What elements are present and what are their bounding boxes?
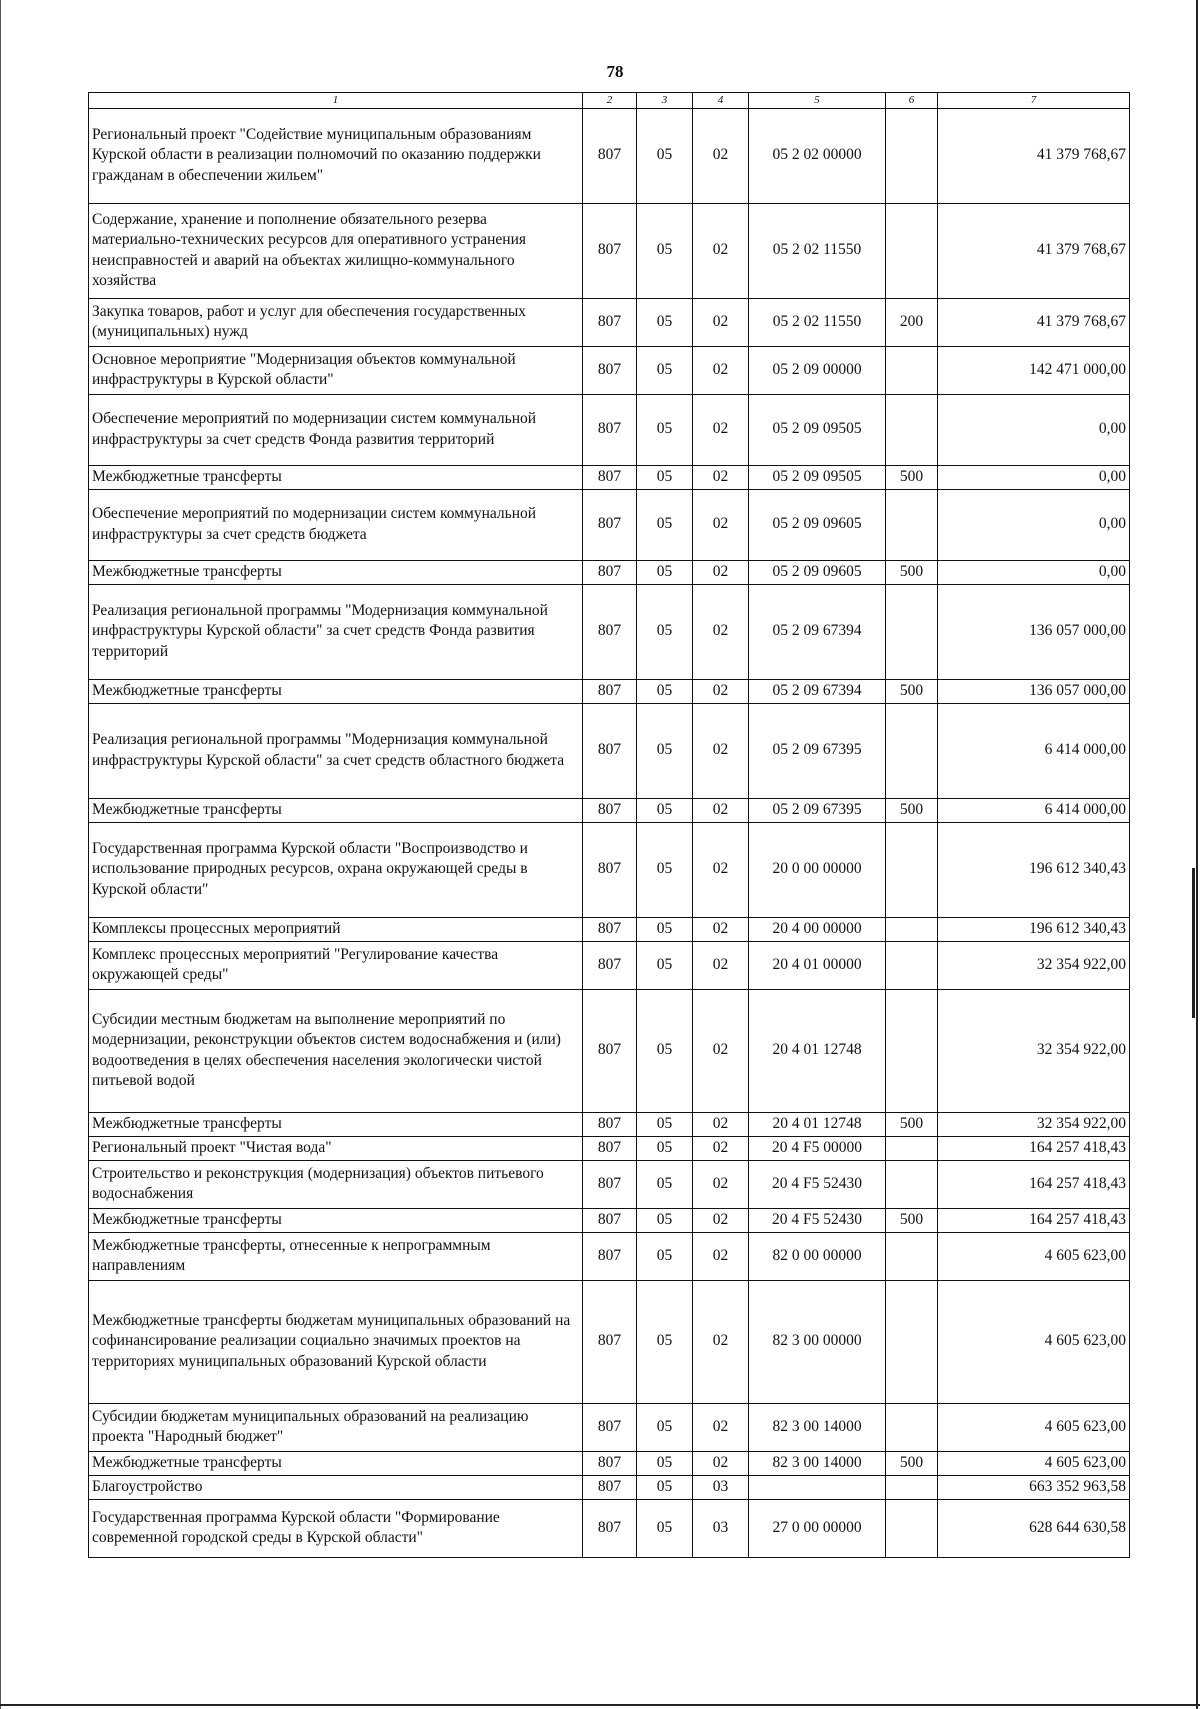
expense-type-code xyxy=(886,489,938,560)
amount: 136 057 000,00 xyxy=(938,584,1130,679)
row-name: Закупка товаров, работ и услуг для обеспечения государственных (муниципальных) нужд xyxy=(89,298,583,346)
expense-type-code xyxy=(886,941,938,989)
subsection-code: 02 xyxy=(693,1403,749,1451)
target-article-code: 05 2 09 67394 xyxy=(749,679,886,703)
expense-type-code: 500 xyxy=(886,679,938,703)
row-name: Благоустройство xyxy=(89,1475,583,1499)
column-number: 3 xyxy=(637,93,693,109)
ministry-code: 807 xyxy=(583,1160,637,1208)
amount: 164 257 418,43 xyxy=(938,1160,1130,1208)
table-row xyxy=(89,679,1130,703)
target-article-code: 20 0 00 00000 xyxy=(749,822,886,917)
section-code: 05 xyxy=(637,465,693,489)
amount: 4 605 623,00 xyxy=(938,1403,1130,1451)
subsection-code: 02 xyxy=(693,560,749,584)
table-row xyxy=(89,941,1130,989)
scan-bottom-edge xyxy=(0,1704,1200,1706)
column-number: 2 xyxy=(583,93,637,109)
section-code: 05 xyxy=(637,1160,693,1208)
scan-side-mark xyxy=(1192,868,1195,1018)
table-row xyxy=(89,1112,1130,1136)
expense-type-code xyxy=(886,989,938,1112)
ministry-code: 807 xyxy=(583,465,637,489)
row-name: Содержание, хранение и пополнение обязательного резерва материально-технических ресурсов для оперативного устранения неисправностей и аварий на объектах жилищно-коммунального хозяйства xyxy=(89,203,583,298)
ministry-code: 807 xyxy=(583,108,637,203)
table-body xyxy=(89,108,1130,1557)
column-number: 1 xyxy=(89,93,583,109)
table-row xyxy=(89,203,1130,298)
section-code: 05 xyxy=(637,298,693,346)
row-name: Субсидии местным бюджетам на выполнение мероприятий по модернизации, реконструкции объектов систем водоснабжения и (или) водоотведения в целях обеспечения населения экологически чистой питьевой водой xyxy=(89,989,583,1112)
row-name: Субсидии бюджетам муниципальных образований на реализацию проекта "Народный бюджет" xyxy=(89,1403,583,1451)
table-row xyxy=(89,108,1130,203)
target-article-code: 82 0 00 00000 xyxy=(749,1232,886,1280)
table-row xyxy=(89,298,1130,346)
subsection-code: 02 xyxy=(693,941,749,989)
amount: 41 379 768,67 xyxy=(938,203,1130,298)
table-row xyxy=(89,1403,1130,1451)
table-row xyxy=(89,703,1130,798)
ministry-code: 807 xyxy=(583,1280,637,1403)
amount: 6 414 000,00 xyxy=(938,798,1130,822)
expense-type-code xyxy=(886,203,938,298)
section-code: 05 xyxy=(637,584,693,679)
expense-type-code: 500 xyxy=(886,560,938,584)
subsection-code: 02 xyxy=(693,703,749,798)
amount: 164 257 418,43 xyxy=(938,1208,1130,1232)
target-article-code: 20 4 01 12748 xyxy=(749,989,886,1112)
expense-type-code xyxy=(886,1136,938,1160)
expense-type-code xyxy=(886,1499,938,1557)
ministry-code: 807 xyxy=(583,1499,637,1557)
amount: 41 379 768,67 xyxy=(938,108,1130,203)
ministry-code: 807 xyxy=(583,679,637,703)
row-name: Основное мероприятие "Модернизация объектов коммунальной инфраструктуры в Курской области" xyxy=(89,346,583,394)
ministry-code: 807 xyxy=(583,1208,637,1232)
amount: 196 612 340,43 xyxy=(938,822,1130,917)
section-code: 05 xyxy=(637,203,693,298)
subsection-code: 02 xyxy=(693,917,749,941)
section-code: 05 xyxy=(637,679,693,703)
target-article-code: 05 2 09 67395 xyxy=(749,798,886,822)
amount: 0,00 xyxy=(938,560,1130,584)
ministry-code: 807 xyxy=(583,560,637,584)
amount: 136 057 000,00 xyxy=(938,679,1130,703)
section-code: 05 xyxy=(637,822,693,917)
subsection-code: 02 xyxy=(693,298,749,346)
column-number: 7 xyxy=(938,93,1130,109)
target-article-code: 82 3 00 00000 xyxy=(749,1280,886,1403)
ministry-code: 807 xyxy=(583,703,637,798)
subsection-code: 02 xyxy=(693,679,749,703)
ministry-code: 807 xyxy=(583,1451,637,1475)
amount: 41 379 768,67 xyxy=(938,298,1130,346)
section-code: 05 xyxy=(637,1475,693,1499)
section-code: 05 xyxy=(637,560,693,584)
target-article-code: 82 3 00 14000 xyxy=(749,1451,886,1475)
target-article-code: 20 4 F5 00000 xyxy=(749,1136,886,1160)
table-row xyxy=(89,989,1130,1112)
row-name: Межбюджетные трансферты xyxy=(89,1208,583,1232)
expense-type-code xyxy=(886,703,938,798)
row-name: Комплекс процессных мероприятий "Регулирование качества окружающей среды" xyxy=(89,941,583,989)
table-row xyxy=(89,465,1130,489)
row-name: Государственная программа Курской области "Формирование современной городской среды в Курской области" xyxy=(89,1499,583,1557)
section-code: 05 xyxy=(637,1136,693,1160)
table-row xyxy=(89,1499,1130,1557)
amount: 0,00 xyxy=(938,489,1130,560)
section-code: 05 xyxy=(637,1112,693,1136)
column-number: 4 xyxy=(693,93,749,109)
ministry-code: 807 xyxy=(583,489,637,560)
target-article-code: 20 4 F5 52430 xyxy=(749,1208,886,1232)
ministry-code: 807 xyxy=(583,1475,637,1499)
amount: 4 605 623,00 xyxy=(938,1232,1130,1280)
subsection-code: 02 xyxy=(693,798,749,822)
row-name: Межбюджетные трансферты xyxy=(89,1112,583,1136)
row-name: Строительство и реконструкция (модернизация) объектов питьевого водоснабжения xyxy=(89,1160,583,1208)
row-name: Межбюджетные трансферты xyxy=(89,798,583,822)
row-name: Региональный проект "Содействие муниципальным образованиям Курской области в реализации полномочий по оказанию поддержки гражданам в обеспечении жильем" xyxy=(89,108,583,203)
section-code: 05 xyxy=(637,1232,693,1280)
target-article-code: 05 2 02 11550 xyxy=(749,203,886,298)
row-name: Межбюджетные трансферты xyxy=(89,679,583,703)
table-row xyxy=(89,1136,1130,1160)
table-row xyxy=(89,489,1130,560)
subsection-code: 02 xyxy=(693,394,749,465)
subsection-code: 02 xyxy=(693,1136,749,1160)
ministry-code: 807 xyxy=(583,584,637,679)
target-article-code: 82 3 00 14000 xyxy=(749,1403,886,1451)
row-name: Региональный проект "Чистая вода" xyxy=(89,1136,583,1160)
subsection-code: 02 xyxy=(693,489,749,560)
table-row xyxy=(89,1160,1130,1208)
table-row xyxy=(89,917,1130,941)
subsection-code: 02 xyxy=(693,346,749,394)
target-article-code: 20 4 F5 52430 xyxy=(749,1160,886,1208)
ministry-code: 807 xyxy=(583,394,637,465)
table-row xyxy=(89,822,1130,917)
ministry-code: 807 xyxy=(583,1232,637,1280)
row-name: Реализация региональной программы "Модернизация коммунальной инфраструктуры Курской области" за счет средств областного бюджета xyxy=(89,703,583,798)
table-row xyxy=(89,1280,1130,1403)
subsection-code: 02 xyxy=(693,1232,749,1280)
expense-type-code xyxy=(886,917,938,941)
expense-type-code xyxy=(886,584,938,679)
row-name: Межбюджетные трансферты бюджетам муниципальных образований на софинансирование реализации социально значимых проектов на территориях муниципальных образований Курской области xyxy=(89,1280,583,1403)
subsection-code: 03 xyxy=(693,1475,749,1499)
section-code: 05 xyxy=(637,917,693,941)
row-name: Межбюджетные трансферты xyxy=(89,560,583,584)
expense-type-code xyxy=(886,108,938,203)
subsection-code: 02 xyxy=(693,1208,749,1232)
target-article-code: 05 2 02 00000 xyxy=(749,108,886,203)
expense-type-code xyxy=(886,1160,938,1208)
target-article-code: 20 4 01 12748 xyxy=(749,1112,886,1136)
scan-left-edge xyxy=(0,0,1,1709)
ministry-code: 807 xyxy=(583,822,637,917)
table-row xyxy=(89,798,1130,822)
ministry-code: 807 xyxy=(583,1403,637,1451)
amount: 164 257 418,43 xyxy=(938,1136,1130,1160)
subsection-code: 02 xyxy=(693,203,749,298)
section-code: 05 xyxy=(637,941,693,989)
section-code: 05 xyxy=(637,1499,693,1557)
section-code: 05 xyxy=(637,1403,693,1451)
target-article-code: 05 2 09 67394 xyxy=(749,584,886,679)
section-code: 05 xyxy=(637,1451,693,1475)
target-article-code xyxy=(749,1475,886,1499)
expense-type-code xyxy=(886,1403,938,1451)
expense-type-code: 200 xyxy=(886,298,938,346)
amount: 196 612 340,43 xyxy=(938,917,1130,941)
table-row xyxy=(89,1232,1130,1280)
ministry-code: 807 xyxy=(583,917,637,941)
budget-table xyxy=(88,92,1130,1558)
row-name: Государственная программа Курской области "Воспроизводство и использование природных ресурсов, охрана окружающей среды в Курской области" xyxy=(89,822,583,917)
target-article-code: 05 2 09 67395 xyxy=(749,703,886,798)
amount: 4 605 623,00 xyxy=(938,1451,1130,1475)
row-name: Межбюджетные трансферты, отнесенные к непрограммным направлениям xyxy=(89,1232,583,1280)
target-article-code: 05 2 09 09505 xyxy=(749,394,886,465)
expense-type-code: 500 xyxy=(886,465,938,489)
subsection-code: 02 xyxy=(693,1160,749,1208)
subsection-code: 02 xyxy=(693,1451,749,1475)
subsection-code: 02 xyxy=(693,108,749,203)
column-number-row xyxy=(89,93,1130,109)
section-code: 05 xyxy=(637,394,693,465)
scan-right-edge xyxy=(1196,0,1198,1709)
amount: 6 414 000,00 xyxy=(938,703,1130,798)
ministry-code: 807 xyxy=(583,989,637,1112)
ministry-code: 807 xyxy=(583,203,637,298)
amount: 32 354 922,00 xyxy=(938,1112,1130,1136)
row-name: Комплексы процессных мероприятий xyxy=(89,917,583,941)
ministry-code: 807 xyxy=(583,798,637,822)
table-row xyxy=(89,1208,1130,1232)
subsection-code: 02 xyxy=(693,989,749,1112)
target-article-code: 20 4 00 00000 xyxy=(749,917,886,941)
amount: 4 605 623,00 xyxy=(938,1280,1130,1403)
section-code: 05 xyxy=(637,1208,693,1232)
amount: 32 354 922,00 xyxy=(938,989,1130,1112)
table-row xyxy=(89,394,1130,465)
target-article-code: 05 2 09 09605 xyxy=(749,489,886,560)
target-article-code: 05 2 09 00000 xyxy=(749,346,886,394)
amount: 628 644 630,58 xyxy=(938,1499,1130,1557)
expense-type-code: 500 xyxy=(886,1451,938,1475)
section-code: 05 xyxy=(637,108,693,203)
row-name: Обеспечение мероприятий по модернизации систем коммунальной инфраструктуры за счет средств Фонда развития территорий xyxy=(89,394,583,465)
section-code: 05 xyxy=(637,798,693,822)
section-code: 05 xyxy=(637,489,693,560)
subsection-code: 02 xyxy=(693,1280,749,1403)
page-number: 78 xyxy=(606,62,624,81)
column-number: 5 xyxy=(749,93,886,109)
expense-type-code xyxy=(886,1475,938,1499)
column-number: 6 xyxy=(886,93,938,109)
row-name: Межбюджетные трансферты xyxy=(89,1451,583,1475)
target-article-code: 20 4 01 00000 xyxy=(749,941,886,989)
table-row xyxy=(89,346,1130,394)
expense-type-code xyxy=(886,394,938,465)
expense-type-code xyxy=(886,1232,938,1280)
table-row xyxy=(89,560,1130,584)
section-code: 05 xyxy=(637,1280,693,1403)
section-code: 05 xyxy=(637,346,693,394)
ministry-code: 807 xyxy=(583,1112,637,1136)
row-name: Межбюджетные трансферты xyxy=(89,465,583,489)
subsection-code: 02 xyxy=(693,822,749,917)
section-code: 05 xyxy=(637,703,693,798)
expense-type-code: 500 xyxy=(886,798,938,822)
ministry-code: 807 xyxy=(583,298,637,346)
amount: 0,00 xyxy=(938,465,1130,489)
table-row xyxy=(89,1451,1130,1475)
target-article-code: 27 0 00 00000 xyxy=(749,1499,886,1557)
target-article-code: 05 2 09 09505 xyxy=(749,465,886,489)
row-name: Реализация региональной программы "Модернизация коммунальной инфраструктуры Курской области" за счет средств Фонда развития территорий xyxy=(89,584,583,679)
expense-type-code xyxy=(886,346,938,394)
ministry-code: 807 xyxy=(583,941,637,989)
target-article-code: 05 2 02 11550 xyxy=(749,298,886,346)
expense-type-code xyxy=(886,1280,938,1403)
subsection-code: 03 xyxy=(693,1499,749,1557)
amount: 142 471 000,00 xyxy=(938,346,1130,394)
target-article-code: 05 2 09 09605 xyxy=(749,560,886,584)
expense-type-code: 500 xyxy=(886,1112,938,1136)
amount: 0,00 xyxy=(938,394,1130,465)
table-row xyxy=(89,584,1130,679)
section-code: 05 xyxy=(637,989,693,1112)
table-row xyxy=(89,1475,1130,1499)
subsection-code: 02 xyxy=(693,1112,749,1136)
subsection-code: 02 xyxy=(693,584,749,679)
amount: 32 354 922,00 xyxy=(938,941,1130,989)
ministry-code: 807 xyxy=(583,346,637,394)
ministry-code: 807 xyxy=(583,1136,637,1160)
amount: 663 352 963,58 xyxy=(938,1475,1130,1499)
row-name: Обеспечение мероприятий по модернизации систем коммунальной инфраструктуры за счет средств бюджета xyxy=(89,489,583,560)
expense-type-code xyxy=(886,822,938,917)
expense-type-code: 500 xyxy=(886,1208,938,1232)
subsection-code: 02 xyxy=(693,465,749,489)
